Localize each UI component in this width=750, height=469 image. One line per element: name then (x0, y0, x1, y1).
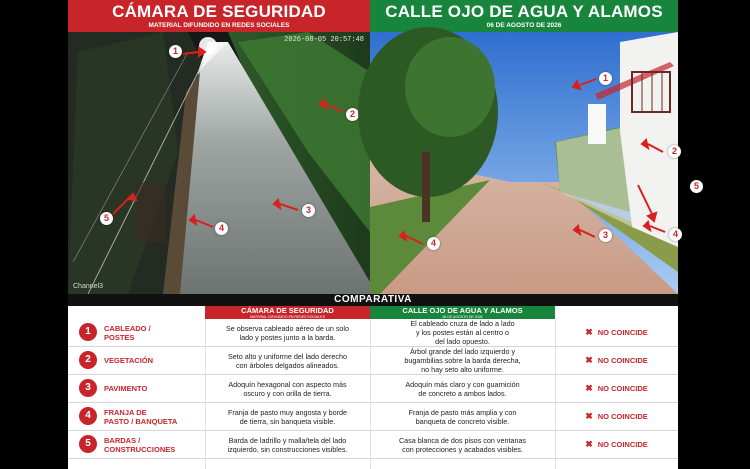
verdict-label: NO COINCIDE (597, 412, 648, 421)
column-header-camera-title: CÁMARA DE SEGURIDAD (241, 306, 334, 315)
x-mark-icon: ✖ (585, 355, 593, 365)
left-subtitle: MATERIAL DIFUNDIDO EN REDES SOCIALES (148, 22, 290, 29)
table-row (68, 403, 678, 431)
verdict-label: NO COINCIDE (597, 328, 648, 337)
right-header (370, 0, 678, 32)
left-title: CÁMARA DE SEGURIDAD (112, 2, 326, 21)
marker-5: 5 (100, 212, 113, 225)
table-row (68, 319, 678, 347)
row-street-text: Casa blanca de dos pisos con ventanas con protecciones y acabados visibles. (398, 435, 527, 454)
row-camera-text: Barda de ladrillo y malla/tela del lado izquierdo, sin construcciones visibles. (227, 435, 348, 454)
comparison-title: COMPARATIVA (68, 294, 678, 306)
x-mark-icon: ✖ (585, 439, 593, 449)
marker-3: 3 (302, 204, 315, 217)
x-mark-icon: ✖ (585, 411, 593, 421)
camera-channel: Channel3 (73, 283, 103, 290)
marker-4: 4 (215, 222, 228, 235)
marker-4-right: 4 (669, 228, 682, 241)
row-street-text: Adoquín más claro y con guarnición de concreto a ambos lados. (405, 379, 520, 398)
row-number: 2 (79, 351, 97, 369)
verdict-label: NO COINCIDE (597, 440, 648, 449)
column-header-camera (205, 306, 370, 319)
column-header-street-sub: 06 DE AGOSTO DE 2026 (442, 315, 483, 319)
row-street-text: El cableado cruza de lado a lado y los postes están al centro o del lado opuesto. (410, 319, 515, 346)
row-number: 3 (79, 379, 97, 397)
marker-2: 2 (346, 108, 359, 121)
column-header-street (370, 306, 555, 319)
row-camera-text: Franja de pasto muy angosta y borde de tierra, sin banqueta visible. (227, 407, 348, 426)
camera-timestamp: 2026-08-05 20:57:48 (284, 36, 364, 44)
marker-3: 3 (599, 229, 612, 242)
row-category: BARDAS / CONSTRUCCIONES (104, 435, 176, 454)
verdict-label: NO COINCIDE (597, 384, 648, 393)
right-title: CALLE OJO DE AGUA Y ALAMOS (385, 2, 663, 21)
marker-5: 5 (690, 180, 703, 193)
row-verdict (555, 319, 678, 346)
x-mark-icon: ✖ (585, 383, 593, 393)
row-verdict (555, 403, 678, 430)
row-category: PAVIMENTO (104, 384, 148, 393)
row-category: FRANJA DE PASTO / BANQUETA (104, 407, 178, 426)
table-row (68, 431, 678, 459)
row-camera-text: Se observa cableado aéreo de un solo lado y postes junto a la barda. (225, 323, 350, 342)
marker-1: 1 (599, 72, 612, 85)
row-camera-text: Seto alto y uniforme del lado derecho con árboles delgados alineados. (227, 351, 348, 370)
row-verdict (555, 347, 678, 374)
marker-1: 1 (169, 45, 182, 58)
row-category: VEGETACIÓN (104, 356, 154, 365)
security-camera-photo (68, 32, 370, 294)
verdict-label: NO COINCIDE (597, 356, 648, 365)
row-verdict (555, 375, 678, 402)
table-row (68, 375, 678, 403)
column-header-street-title: CALLE OJO DE AGUA Y ALAMOS (402, 306, 523, 315)
row-street-text: Árbol grande del lado izquierdo y bugambilias sobre la barda derecha, no hay seto alto uniforme. (404, 347, 521, 374)
x-mark-icon: ✖ (585, 327, 593, 337)
row-verdict (555, 431, 678, 458)
table-row (68, 347, 678, 375)
left-header (68, 0, 370, 32)
row-street-text: Franja de pasto más amplia y con banqueta de concreto visible. (408, 407, 517, 426)
right-subtitle: 06 DE AGOSTO DE 2026 (486, 22, 562, 29)
street-photo (370, 32, 699, 294)
column-header-camera-sub: MATERIAL DIFUNDIDO EN REDES SOCIALES (250, 315, 325, 319)
row-camera-text: Adoquín hexagonal con aspecto más oscuro y con orilla de tierra. (228, 379, 347, 398)
row-number: 5 (79, 435, 97, 453)
comparison-table (68, 294, 678, 469)
marker-2: 2 (668, 145, 681, 158)
row-number: 4 (79, 407, 97, 425)
infographic (68, 0, 699, 469)
marker-4-left: 4 (427, 237, 440, 250)
row-category: CABLEADO / POSTES (104, 323, 151, 342)
row-number: 1 (79, 323, 97, 341)
